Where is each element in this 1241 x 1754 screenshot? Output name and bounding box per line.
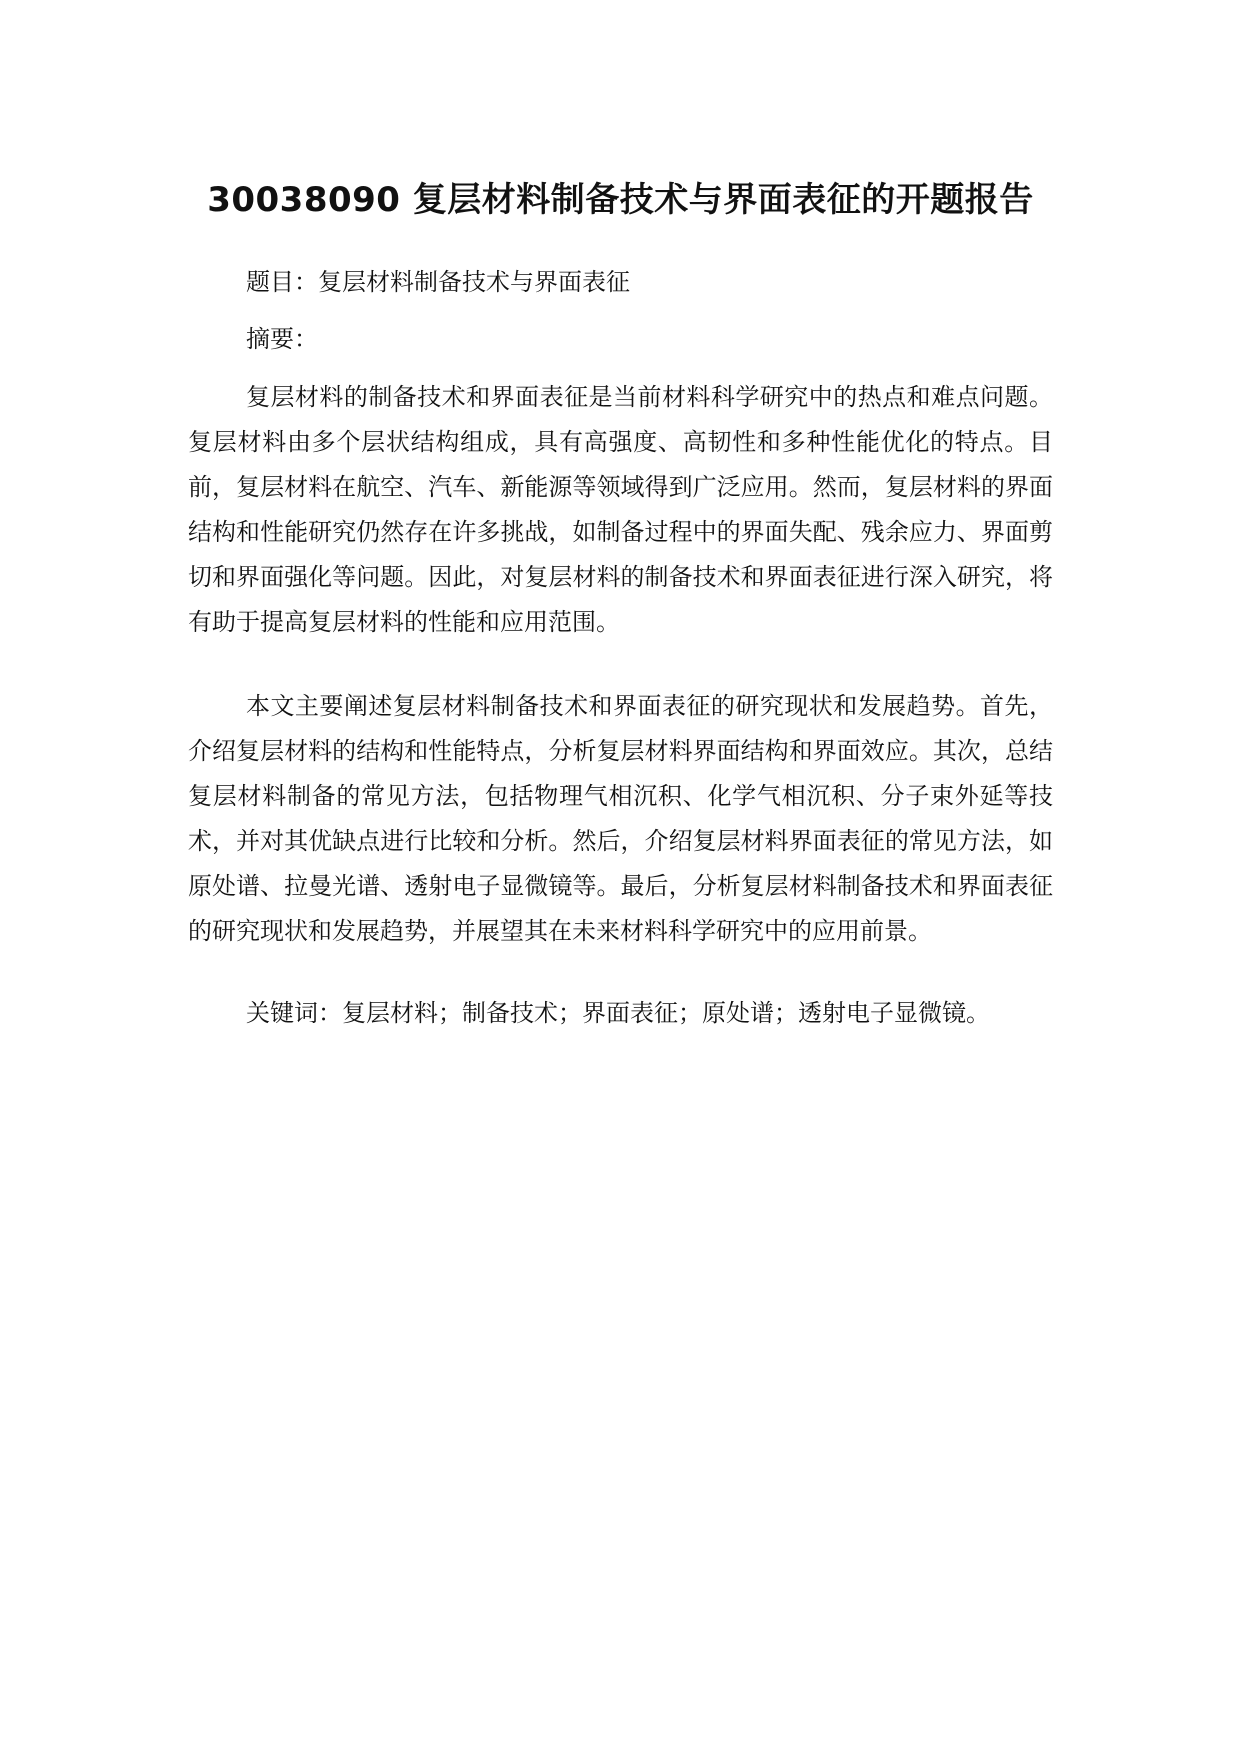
keywords-line: 关键词：复层材料；制备技术；界面表征；原处谱；透射电子显微镜。	[246, 999, 990, 1027]
abstract-heading: 摘要：	[246, 325, 318, 353]
abstract-paragraph-2: 本文主要阐述复层材料制备技术和界面表征的研究现状和发展趋势。首先，介绍复层材料的结构和性能特点，分析复层材料界面结构和界面效应。其次，总结复层材料制备的常见方法，包括物理气相沉积、化学气相沉积、分子束外延等技术，并对其优缺点进行比较和分析。然后，介绍复层材料界面表征的常见方法，如原处谱、拉曼光谱、透射电子显微镜等。最后，分析复层材料制备技术和界面表征的研究现状和发展趋势，并展望其在未来材料科学研究中的应用前景。	[188, 692, 1053, 945]
abstract-paragraph-1-block	[188, 375, 1053, 645]
topic-line: 题目：复层材料制备技术与界面表征	[246, 268, 630, 296]
abstract-paragraph-1: 复层材料的制备技术和界面表征是当前材料科学研究中的热点和难点问题。复层材料由多个层状结构组成，具有高强度、高韧性和多种性能优化的特点。目前，复层材料在航空、汽车、新能源等领域得到广泛应用。然而，复层材料的界面结构和性能研究仍然存在许多挑战，如制备过程中的界面失配、残余应力、界面剪切和界面强化等问题。因此，对复层材料的制备技术和界面表征进行深入研究，将有助于提高复层材料的性能和应用范围。	[188, 383, 1053, 636]
keywords-block	[188, 991, 1053, 1036]
document-title: 30038090 复层材料制备技术与界面表征的开题报告	[207, 180, 1034, 220]
abstract-paragraph-2-block	[188, 684, 1053, 954]
